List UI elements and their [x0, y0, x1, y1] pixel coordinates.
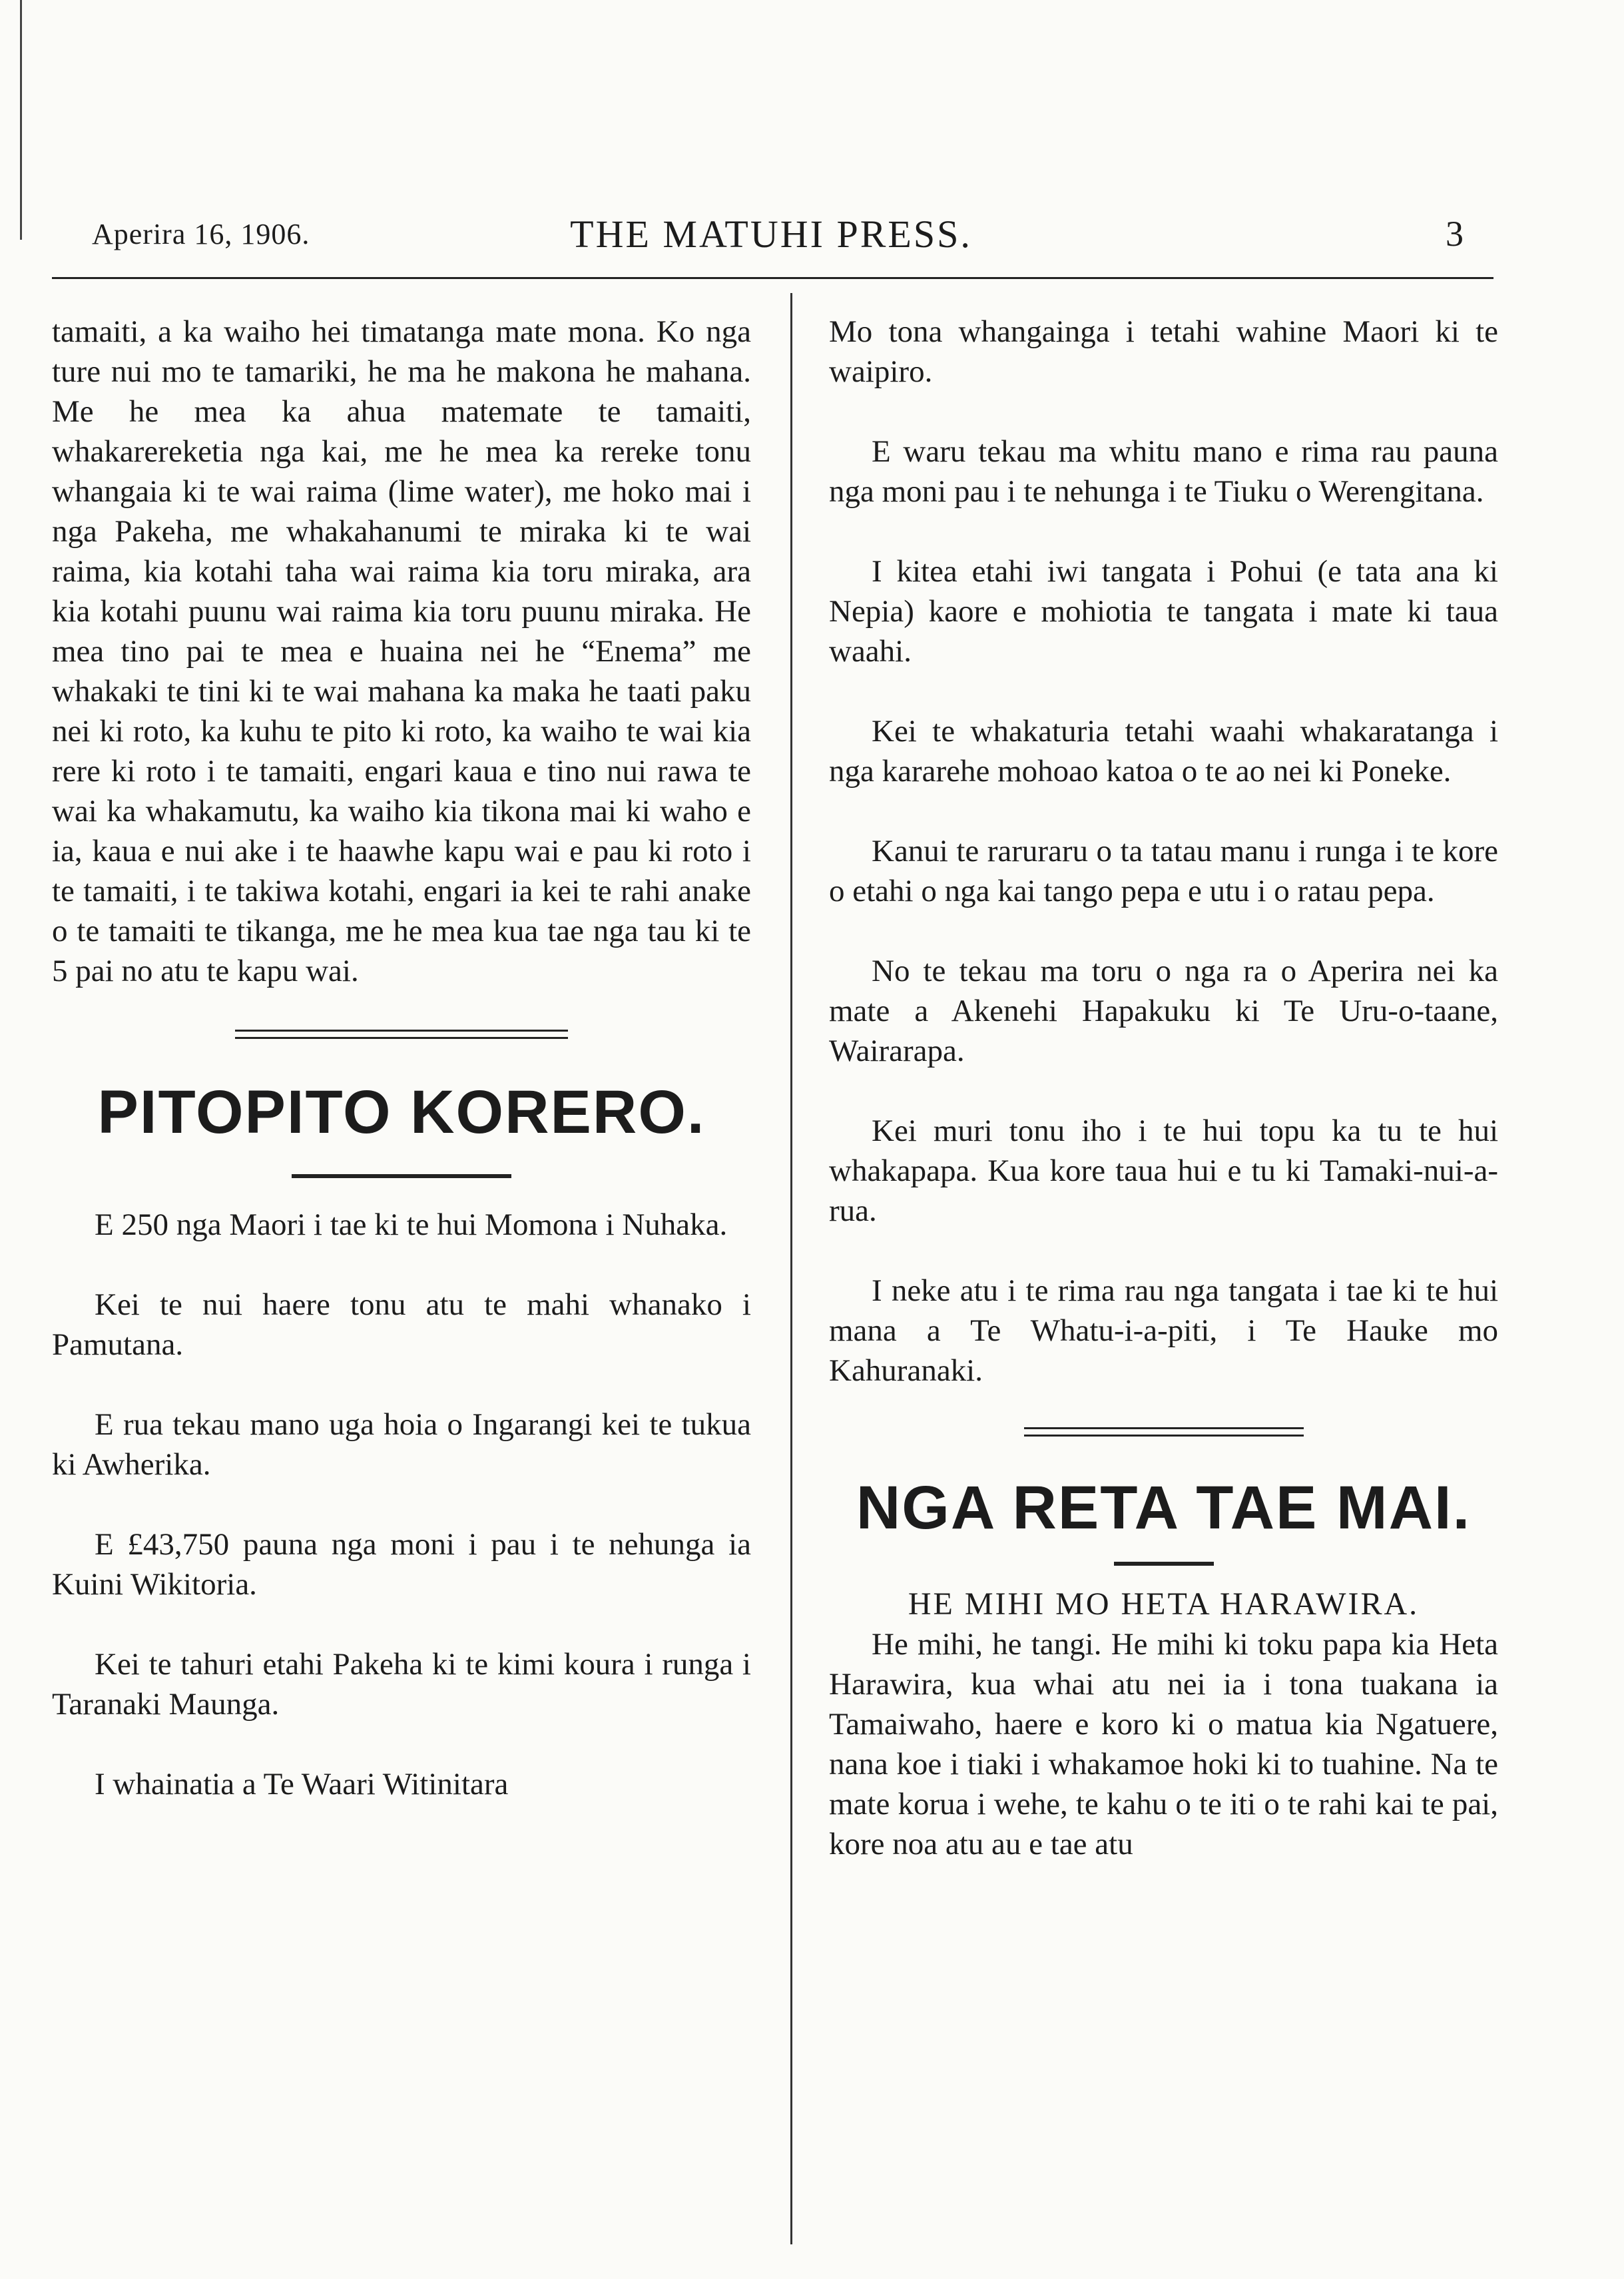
header-rule — [52, 277, 1493, 279]
news-item: Kei te whakaturia tetahi waahi whakaratanga i nga kararehe mohoao katoa o te ao nei ki Poneke. — [829, 714, 1498, 789]
news-item: E rua tekau mano uga hoia o Ingarangi kei te tukua ki Awherika. — [52, 1407, 751, 1482]
news-item: Kei te tahuri etahi Pakeha ki te kimi koura i runga i Taranaki Maunga. — [52, 1647, 751, 1722]
news-item: E 250 nga Maori i tae ki te hui Momona i Nuhaka. — [95, 1207, 728, 1242]
news-item: I whainatia a Te Waari Witinitara — [95, 1767, 509, 1801]
letter-title: HE MIHI MO HETA HARAWIRA. — [908, 1586, 1420, 1622]
section-heading-nga-reta: NGA RETA TAE MAI. — [856, 1474, 1472, 1542]
section-separator — [1024, 1427, 1304, 1437]
news-item: E waru tekau ma whitu mano e rima rau pauna nga moni pau i te nehunga i te Tiuku o Werengitana. — [829, 434, 1498, 509]
page-edge-rule — [20, 0, 22, 240]
letter-body: He mihi, he tangi. He mihi ki toku papa kia Heta Harawira, kua whai atu nei ia i tona tuakana ia Tamaiwaho, haere e koro ki o matua kia Ngatuere, nana koe i tiaki i whakamoe hoki ki to tuahine. Na te mate korua i wehe, te kahu o te iti o te rahi kai te pai, kore noa atu au e tae atu — [829, 1627, 1498, 1861]
issue-date: Aperira 16, 1906. — [92, 218, 310, 250]
page-header — [52, 212, 1490, 258]
news-item: Kanui te raruraru o ta tatau manu i runga i te kore o etahi o nga kai tango pepa e utu i o ratau pepa. — [829, 834, 1498, 908]
column-divider — [790, 293, 792, 2244]
news-item: I kitea etahi iwi tangata i Pohui (e tata ana ki Nepia) kaore e mohiotia te tangata i mate ki taua waahi. — [829, 554, 1498, 669]
newspaper-title: THE MATUHI PRESS. — [570, 212, 972, 256]
news-item: No te tekau ma toru o nga ra o Aperira nei ka mate a Akenehi Hapakuku ki Te Uru-o-taane, Wairarapa. — [829, 954, 1498, 1068]
page-number: 3 — [1446, 214, 1464, 254]
news-item: Kei muri tonu iho i te hui topu ka tu te hui whakapapa. Kua kore taua hui e tu ki Tamaki-nui-a-rua. — [829, 1114, 1498, 1228]
section-heading-pitopito-korero: PITOPITO KORERO. — [97, 1078, 706, 1146]
section-separator — [235, 1030, 568, 1039]
news-item: I neke atu i te rima rau nga tangata i tae ki te hui mana a Te Whatu-i-a-piti, i Te Hauke mo Kahuranaki. — [829, 1273, 1498, 1388]
news-item: E £43,750 pauna nga moni i pau i te nehunga ia Kuini Wikitoria. — [52, 1527, 751, 1602]
article-continuation: tamaiti, a ka waiho hei timatanga mate mona. Ko nga ture nui mo te tamariki, he ma he makona he mahana. Me he mea ka ahua matemate te tamaiti, whakarereketia nga kai, me he mea ka rereke tonu whangaia ki te wai raima (lime water), me hoko mai i nga Pakeha, me whakahanumi te miraka ki te wai raima, kia kotahi taha wai raima kia toru miraka, ara kia kotahi puunu wai raima kia toru puunu miraka. He mea tino pai te mea e huaina nei he “Enema” me whakaki te tini ki te wai mahana ka maka he taati paku nei ki roto, ka kuhu te pito ki roto, ka waiho te wai kia rere ki roto i te tamaiti, engari kaua e tino nui rawa te wai ka whakamutu, ka waiho kia tikona mai ki waho e ia, kaua e nui ake i te haawhe kapu wai e pau ki roto i te tamaiti, i te takiwa kotahi, engari ia kei te rahi anake o te tamaiti te tikanga, me he mea kua tae nga tau ki te 5 pai no atu te kapu wai. — [52, 314, 751, 988]
left-column — [52, 312, 751, 1804]
right-column — [829, 312, 1498, 1864]
news-item-continuation: Mo tona whangainga i tetahi wahine Maori ki te waipiro. — [829, 314, 1498, 389]
news-item: Kei te nui haere tonu atu te mahi whanako i Pamutana. — [52, 1287, 751, 1362]
